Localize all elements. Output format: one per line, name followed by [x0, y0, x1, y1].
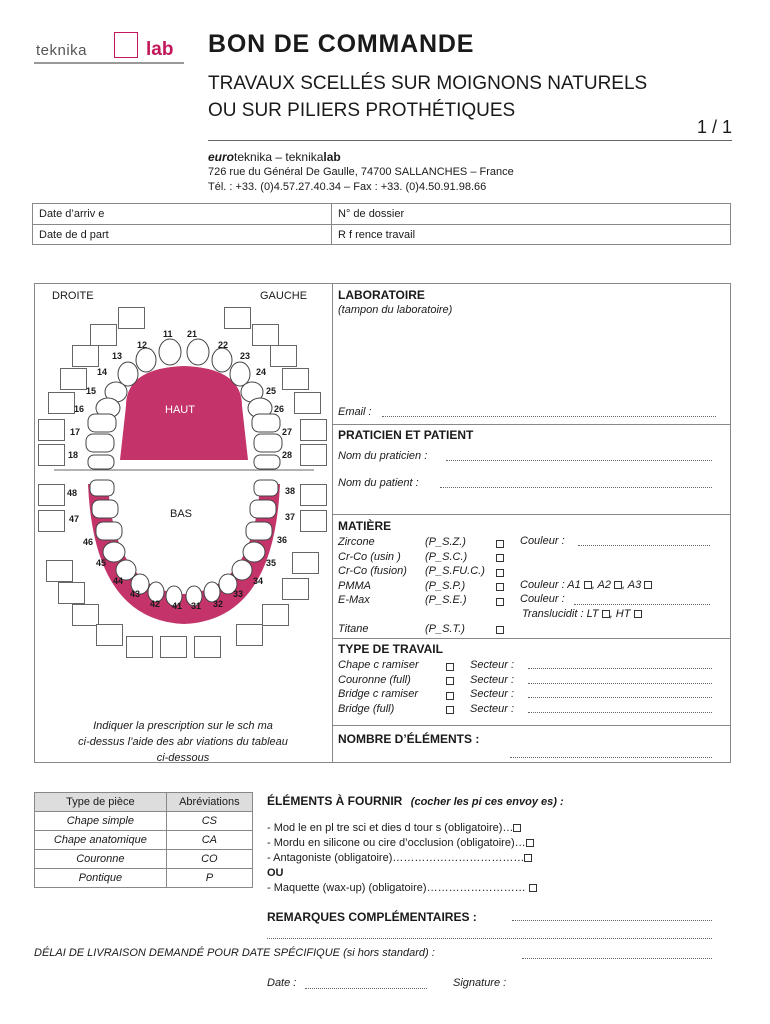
tooth-num-45: 45: [96, 558, 107, 568]
secteur-label-3: Secteur :: [470, 688, 515, 700]
tooth-21[interactable]: [187, 339, 209, 365]
tooth-box-14[interactable]: [72, 345, 99, 367]
dossier-number-field[interactable]: N° de dossier: [338, 208, 405, 220]
label-right: DROITE: [52, 290, 94, 302]
checkbox-antagoniste[interactable]: [524, 854, 532, 862]
instruction-line-1: Indiquer la prescription sur le sch ma: [93, 720, 273, 732]
tooth-box-27[interactable]: [300, 419, 327, 441]
tooth-box-36[interactable]: [292, 552, 319, 574]
teknika-lab-logo: [30, 28, 190, 74]
page-number: 1 / 1: [696, 117, 732, 137]
divider-nombre: [333, 725, 731, 726]
checkbox-maquette[interactable]: [529, 884, 537, 892]
tooth-num-17: 17: [70, 427, 81, 437]
tooth-num-23: 23: [240, 351, 251, 361]
tooth-box-31[interactable]: [194, 636, 221, 658]
checkbox-modele[interactable]: [513, 824, 521, 832]
tooth-box-42[interactable]: [126, 636, 153, 658]
divider-type-travail: [333, 638, 731, 639]
table-cell: Chape simple: [35, 812, 167, 831]
abbreviation-table: [34, 792, 253, 888]
logo-text-teknika: teknika: [36, 42, 88, 59]
subtitle-line-1: TRAVAUX SCELLÉS SUR MOIGNONS NATURELS: [208, 73, 648, 94]
logo-mark-icon: [114, 32, 138, 58]
patient-label: Nom du patient :: [338, 477, 419, 489]
departure-date-field[interactable]: Date de d part: [39, 229, 109, 241]
reference-field[interactable]: R f rence travail: [338, 229, 416, 241]
chart-instruction: [34, 718, 332, 766]
checkbox-zircone[interactable]: [496, 540, 504, 548]
info-divider-h: [33, 224, 730, 225]
page-subtitle: [208, 70, 748, 124]
tooth-box-12[interactable]: [118, 307, 145, 329]
email-field[interactable]: [382, 416, 716, 417]
tooth-46[interactable]: [96, 522, 122, 540]
company-sep: – teknika: [272, 150, 324, 164]
tooth-box-22[interactable]: [224, 307, 251, 329]
tooth-box-37[interactable]: [300, 510, 327, 532]
label-lower: BAS: [170, 508, 193, 520]
tooth-box-47[interactable]: [38, 510, 65, 532]
type-travail-title: TYPE DE TRAVAIL: [338, 642, 443, 656]
tooth-num-33: 33: [233, 589, 244, 599]
tooth-23[interactable]: [230, 362, 250, 386]
tooth-num-31: 31: [191, 601, 202, 611]
checkbox-couronne-full[interactable]: [446, 677, 454, 685]
tooth-box-35[interactable]: [282, 578, 309, 600]
tooth-box-16[interactable]: [48, 392, 75, 414]
elements-ou: OU: [267, 867, 284, 879]
laboratoire-stamp-hint: (tampon du laboratoire): [338, 304, 453, 316]
tooth-12[interactable]: [136, 348, 156, 372]
tooth-box-15[interactable]: [60, 368, 87, 390]
tooth-box-48[interactable]: [38, 484, 65, 506]
tooth-28[interactable]: [254, 455, 280, 469]
header-abreviations: Abréviations: [166, 793, 252, 812]
tooth-num-13: 13: [112, 351, 123, 361]
couleur-field-2[interactable]: [574, 604, 710, 605]
laboratoire-title: LABORATOIRE: [338, 288, 425, 302]
element-mordu: [267, 836, 537, 851]
code-pse: (P_S.E.): [425, 594, 467, 606]
tooth-box-33[interactable]: [236, 624, 263, 646]
secteur-label-4: Secteur :: [470, 702, 515, 715]
tooth-num-36: 36: [277, 535, 288, 545]
couleur-a3-label: , A3: [622, 579, 642, 591]
checkbox-bridge-full[interactable]: [446, 706, 454, 714]
matiere-checkboxes: [496, 537, 504, 638]
tooth-num-24: 24: [256, 367, 267, 377]
nombre-title: NOMBRE D’ÉLÉMENTS :: [338, 732, 480, 746]
elements-title: ÉLÉMENTS À FOURNIR: [267, 794, 403, 808]
mat-titane: Titane: [338, 622, 369, 635]
table-cell: Chape anatomique: [35, 831, 167, 850]
mat-emax: E-Max: [338, 594, 370, 606]
column-divider: [332, 283, 333, 763]
tooth-37[interactable]: [250, 500, 276, 518]
company-lab: lab: [323, 150, 341, 164]
table-header-row: [35, 793, 253, 812]
tooth-36[interactable]: [246, 522, 272, 540]
signature-label: Signature :: [453, 977, 507, 989]
matiere-codes: [425, 535, 485, 636]
translucidite-row: [522, 608, 642, 620]
tooth-48[interactable]: [90, 480, 114, 496]
secteur-labels: [470, 658, 514, 716]
tooth-box-44[interactable]: [72, 604, 99, 626]
type-bridge-ceramiser: Bridge c ramiser: [338, 688, 419, 700]
code-psp: (P_S.P.): [425, 579, 466, 592]
label-left: GAUCHE: [260, 290, 308, 302]
matiere-title: MATIÈRE: [338, 519, 392, 533]
table-cell: CS: [166, 812, 252, 831]
remarques-field-2[interactable]: [267, 938, 712, 939]
tooth-num-35: 35: [266, 558, 277, 568]
couleur-label: Couleur :: [520, 535, 565, 547]
tooth-45[interactable]: [103, 542, 125, 562]
element-mordu-label: - Mordu en silicone ou cire d’occlusion (obligatoire)…: [267, 837, 526, 849]
couleur-a2-label: , A2: [591, 579, 611, 591]
logo-text-lab: lab: [146, 39, 174, 60]
logo-underline: [34, 62, 184, 64]
tooth-box-28[interactable]: [300, 444, 327, 466]
tooth-box-38[interactable]: [300, 484, 327, 506]
tooth-box-24[interactable]: [270, 345, 297, 367]
mat-pmma: PMMA: [338, 579, 371, 592]
address-line: 726 rue du Général De Gaulle, 74700 SALLANCHES – France: [208, 166, 514, 178]
table-cell: CA: [166, 831, 252, 850]
checkbox-a1[interactable]: [584, 581, 592, 589]
couleur-a1-label: Couleur : A1: [520, 579, 581, 591]
tooth-17[interactable]: [86, 434, 114, 452]
code-psz: (P_S.Z.): [425, 536, 466, 548]
secteur-label-2: Secteur :: [470, 673, 515, 686]
doctor-label: Nom du praticien :: [338, 450, 428, 462]
tooth-box-46[interactable]: [46, 560, 73, 582]
tooth-box-43[interactable]: [96, 624, 123, 646]
tooth-num-47: 47: [69, 514, 80, 524]
tooth-num-38: 38: [285, 486, 296, 496]
table-row: [35, 812, 253, 831]
remarques-title: REMARQUES COMPLÉMENTAIRES :: [267, 910, 477, 924]
checkbox-chape-ceramiser[interactable]: [446, 663, 454, 671]
instruction-line-3: ci-dessous: [156, 752, 210, 764]
ht-label: , HT: [609, 608, 631, 620]
secteur-label-1: Secteur :: [470, 659, 515, 671]
checkbox-a2[interactable]: [614, 581, 622, 589]
tooth-num-42: 42: [150, 599, 161, 609]
table-row: [35, 869, 253, 888]
tooth-num-32: 32: [213, 599, 224, 609]
mat-crco-fusion: Cr-Co (fusion): [338, 565, 407, 577]
table-cell: Couronne: [35, 850, 167, 869]
checkbox-bridge-ceramiser[interactable]: [446, 692, 454, 700]
type-travail-rows: [338, 658, 419, 716]
tooth-num-44: 44: [113, 576, 124, 586]
checkbox-crco-usine[interactable]: [496, 554, 504, 562]
tooth-27[interactable]: [254, 434, 282, 452]
delai-label: DÉLAI DE LIVRAISON DEMANDÉ POUR DATE SPÉCIFIQUE (si hors standard) :: [34, 947, 435, 959]
tooth-box-45[interactable]: [58, 582, 85, 604]
delai-field[interactable]: [522, 958, 712, 959]
type-chape-ceramiser: Chape c ramiser: [338, 659, 419, 671]
page-title: BON DE COMMANDE: [208, 30, 475, 58]
tooth-box-34[interactable]: [262, 604, 289, 626]
tooth-box-18[interactable]: [38, 444, 65, 466]
secteur-field-3[interactable]: [528, 697, 712, 698]
tooth-box-32[interactable]: [160, 636, 187, 658]
secteur-field-4[interactable]: [528, 712, 712, 713]
element-maquette-label: - Maquette (wax-up) (obligatoire)………………………: [267, 882, 529, 894]
subtitle-line-2: OU SUR PILIERS PROTHÉTIQUES: [208, 100, 516, 121]
company-name: [208, 150, 341, 164]
label-upper: HAUT: [165, 404, 195, 416]
tooth-num-27: 27: [282, 427, 293, 437]
checkbox-ht[interactable]: [634, 610, 642, 618]
divider-matiere: [333, 514, 731, 515]
company-euro: euro: [208, 150, 235, 164]
table-row: [35, 850, 253, 869]
header-divider: [208, 140, 732, 141]
type-travail-checkboxes: [446, 660, 454, 718]
table-cell: P: [166, 869, 252, 888]
secteur-field-1[interactable]: [528, 668, 712, 669]
tooth-box-23[interactable]: [252, 324, 279, 346]
tooth-16[interactable]: [88, 414, 116, 432]
element-maquette: [267, 881, 537, 896]
header-type-piece: Type de pièce: [35, 793, 167, 812]
type-bridge-full: Bridge (full): [338, 702, 395, 715]
tooth-num-28: 28: [282, 450, 293, 460]
tooth-num-11: 11: [163, 329, 173, 339]
secteur-field-2[interactable]: [528, 683, 712, 684]
nombre-field[interactable]: [510, 757, 712, 758]
type-couronne-full: Couronne (full): [338, 673, 411, 686]
tooth-num-37: 37: [285, 512, 296, 522]
arrival-date-field[interactable]: Date d’arriv e: [39, 208, 105, 220]
tooth-box-17[interactable]: [38, 419, 65, 441]
remarques-field-1[interactable]: [512, 920, 712, 921]
date-label: Date :: [267, 977, 297, 989]
tooth-num-26: 26: [274, 404, 285, 414]
tooth-num-43: 43: [130, 589, 141, 599]
tooth-26[interactable]: [252, 414, 280, 432]
table-cell: CO: [166, 850, 252, 869]
tooth-num-48: 48: [67, 488, 78, 498]
checkbox-titane[interactable]: [496, 626, 504, 634]
mat-zircone: Zircone: [338, 536, 375, 548]
tooth-num-12: 12: [137, 340, 148, 350]
element-antagoniste: [267, 851, 537, 866]
divider-praticien: [333, 424, 731, 425]
tooth-num-25: 25: [266, 386, 277, 396]
element-antagoniste-label: - Antagoniste (obligatoire)………………………………: [267, 852, 525, 864]
praticien-title: PRATICIEN ET PATIENT: [338, 428, 474, 442]
code-pst: (P_S.T.): [425, 622, 465, 635]
instruction-line-2: ci-dessus l’aide des abr viations du tableau: [78, 736, 288, 748]
company-address: [208, 165, 514, 195]
couleur-a-row: [520, 579, 652, 591]
tooth-38[interactable]: [254, 480, 278, 496]
info-box: [32, 203, 731, 245]
element-modele: [267, 821, 537, 836]
tooth-35[interactable]: [243, 542, 265, 562]
matiere-names: [338, 535, 407, 636]
tooth-num-46: 46: [83, 537, 94, 547]
tooth-num-41: 41: [172, 601, 183, 611]
patient-name-field[interactable]: [440, 487, 712, 488]
elements-list: [267, 821, 537, 896]
tooth-box-25[interactable]: [282, 368, 309, 390]
tooth-num-18: 18: [68, 450, 79, 460]
couleur-field[interactable]: [578, 545, 710, 546]
tooth-18[interactable]: [88, 455, 114, 469]
mat-crco-usine: Cr-Co (usin ): [338, 550, 401, 563]
table-row: [35, 831, 253, 850]
tooth-num-34: 34: [253, 576, 264, 586]
tooth-num-16: 16: [74, 404, 85, 414]
date-field[interactable]: [305, 988, 427, 989]
table-cell: Pontique: [35, 869, 167, 888]
tooth-47[interactable]: [92, 500, 118, 518]
phone-line: Tél. : +33. (0)4.57.27.40.34 – Fax : +33. (0)4.50.91.98.66: [208, 181, 487, 193]
checkbox-crco-fusion[interactable]: [496, 569, 504, 577]
code-psfuc: (P_S.FU.C.): [425, 565, 485, 577]
tooth-22[interactable]: [212, 348, 232, 372]
tooth-13[interactable]: [118, 362, 138, 386]
company-teknika: teknika: [234, 150, 273, 164]
email-label: Email :: [338, 406, 372, 418]
checkbox-mordu[interactable]: [526, 839, 534, 847]
tooth-num-21: 21: [187, 329, 198, 339]
tooth-box-26[interactable]: [294, 392, 321, 414]
translucidite-label: Translucidit : LT: [522, 608, 599, 620]
elements-subtitle: (cocher les pi ces envoy es) :: [410, 796, 564, 808]
code-psc: (P_S.C.): [425, 550, 468, 563]
checkbox-emax[interactable]: [496, 598, 504, 606]
checkbox-lt[interactable]: [602, 610, 610, 618]
tooth-num-22: 22: [218, 340, 229, 350]
checkbox-a3[interactable]: [644, 581, 652, 589]
tooth-box-13[interactable]: [90, 324, 117, 346]
checkbox-pmma[interactable]: [496, 583, 504, 591]
tooth-num-15: 15: [86, 386, 97, 396]
couleur-label-2: Couleur :: [520, 593, 565, 605]
tooth-num-14: 14: [97, 367, 108, 377]
tooth-11[interactable]: [159, 339, 181, 365]
element-modele-label: - Mod le en pl tre sci et dies d tour s (obligatoire)…: [267, 822, 514, 834]
doctor-name-field[interactable]: [446, 460, 712, 461]
elements-header: [267, 792, 564, 810]
